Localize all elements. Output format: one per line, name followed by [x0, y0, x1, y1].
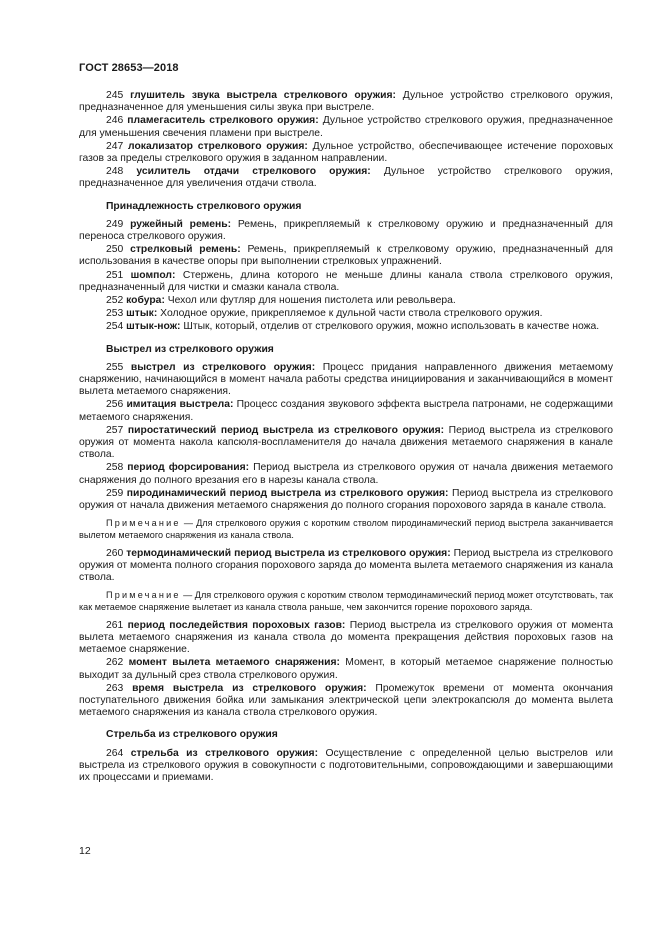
- entry-term: усилитель отдачи стрелкового оружия:: [136, 166, 371, 178]
- entry-number: 257: [106, 424, 124, 436]
- entry-definition: Период выстрела из стрелкового оружия от начала движения метаемого снаряжения до полного врезания его в нарезы канала ствола.: [79, 462, 613, 486]
- page-number: 12: [79, 845, 91, 857]
- entry-definition: Дульное устройство стрелкового оружия, предназначенное для уменьшения силы звука при выстреле.: [79, 90, 614, 114]
- entry-number: 247: [106, 140, 124, 152]
- entry-term: выстрел из стрелкового оружия:: [130, 361, 316, 373]
- definition-entry: [79, 308, 613, 320]
- entry-definition: Стержень, длина которого не меньше длины канала ствола стрелкового оружия, предназначенный для чистки и смазки канала ствола.: [79, 269, 613, 293]
- note: [79, 590, 613, 612]
- entry-term: время выстрела из стрелкового оружия:: [132, 682, 367, 694]
- entry-term: период последействия пороховых газов:: [127, 619, 346, 631]
- definition-entry: [79, 166, 613, 190]
- entry-number: 259: [106, 487, 124, 499]
- definition-entry: [79, 141, 613, 165]
- entry-definition: Осуществление с определенной целью выстрелов или выстрела из стрелкового оружия в совокупности с подготовительными, сопровождающими и завершающими их процессами и приемами.: [79, 747, 613, 783]
- entry-term: момент вылета метаемого снаряжения:: [128, 657, 340, 669]
- section-heading: Стрельба из стрелкового оружия: [106, 729, 278, 741]
- entry-number: 258: [106, 462, 124, 474]
- definition-entry: [79, 399, 613, 423]
- definition-entry: [79, 683, 613, 720]
- entry-number: 245: [106, 90, 124, 101]
- note-label: Примечание: [106, 518, 181, 529]
- entry-definition: Дульное устройство стрелкового оружия, предназначенное для уменьшения свечения пламени при выстреле.: [79, 115, 614, 139]
- entry-definition: Период выстрела из стрелкового оружия от начала движения метаемого снаряжения до полного сгорания порохового заряда в канале ствола.: [79, 487, 614, 512]
- entry-term: локализатор стрелкового оружия:: [128, 140, 308, 152]
- note-text: — Для стрелкового оружия с коротким стволом пиродинамический период выстрела заканчивается вылетом метаемого снаряжения из канала ствола.: [79, 518, 613, 540]
- document-body: [79, 90, 613, 785]
- entry-definition: Период выстрела из стрелкового оружия от момента накола капсюля-воспламенителя до начала движения метаемого снаряжения в канале ствола.: [79, 424, 614, 461]
- entry-number: 250: [106, 244, 124, 256]
- entry-number: 253: [106, 308, 124, 320]
- entry-number: 249: [106, 218, 124, 230]
- entry-term: штык-нож:: [126, 321, 181, 333]
- entry-term: стрельба из стрелкового оружия:: [130, 747, 319, 759]
- definition-entry: [79, 115, 613, 139]
- entry-term: глушитель звука выстрела стрелкового оружия:: [130, 90, 396, 101]
- definition-entry: [79, 270, 613, 294]
- definition-entry: [79, 748, 613, 785]
- entry-number: 262: [106, 657, 124, 669]
- entry-definition: Процесс создания звукового эффекта выстрела патронами, не содержащими метаемого снаряжения.: [79, 399, 614, 423]
- entry-term: пиростатический период выстрела из стрелкового оружия:: [127, 424, 445, 436]
- entry-term: имитация выстрела:: [126, 399, 234, 411]
- entry-term: пламегаситель стрелкового оружия:: [127, 115, 319, 127]
- entry-definition: Дульное устройство стрелкового оружия, предназначенное для увеличения отдачи ствола.: [79, 166, 613, 190]
- definition-entry: [79, 488, 613, 512]
- definition-entry: [79, 425, 613, 462]
- definition-entry: [79, 295, 613, 307]
- note: [79, 518, 613, 540]
- definition-entry: [79, 362, 613, 399]
- entry-number: 256: [106, 399, 124, 411]
- definition-entry: [79, 90, 613, 114]
- entry-number: 260: [106, 547, 124, 559]
- section-heading: Принадлежность стрелкового оружия: [106, 200, 302, 212]
- entry-number: 264: [106, 747, 124, 759]
- entry-number: 255: [106, 361, 124, 373]
- entry-term: период форсирования:: [127, 462, 250, 474]
- definition-entry: [79, 244, 613, 268]
- note-label: Примечание: [106, 590, 181, 601]
- entry-definition: Процесс придания направленного движения метаемому снаряжению, начинающийся в момент начала работы средства инициирования и заканчивающийся в момент вылета метаемого снаряжения.: [79, 361, 614, 398]
- entry-number: 261: [106, 619, 124, 631]
- entry-number: 251: [106, 269, 124, 281]
- definition-entry: [79, 548, 613, 585]
- definition-entry: [79, 462, 613, 486]
- definition-entry: [79, 657, 613, 681]
- definition-entry: [79, 219, 613, 243]
- entry-term: ружейный ремень:: [130, 218, 232, 230]
- entry-number: 263: [106, 682, 124, 694]
- note-text: — Для стрелкового оружия с коротким стволом термодинамический период может отсутствовать, так как метаемое снаряжение вылетает из канала ствола раньше, чем закончится горение порохового заряда.: [79, 590, 613, 612]
- definition-entry: [79, 620, 613, 657]
- entry-definition: Ремень, прикрепляемый к стрелковому оружию, предназначенный для использования в качестве опоры при выполнении стрелковых упражнений.: [79, 244, 614, 268]
- entry-term: шомпол:: [130, 269, 176, 281]
- entry-definition: Штык, который, отделив от стрелкового оружия, можно использовать в качестве ножа.: [183, 321, 600, 333]
- entry-definition: Чехол или футляр для ношения пистолета или револьвера.: [167, 295, 456, 307]
- entry-definition: Период выстрела из стрелкового оружия от момента вылета метаемого снаряжения из канала ствола до момента прекращения действия пороховых газов на метаемое снаряжение.: [79, 619, 614, 656]
- entry-definition: Холодное оружие, прикрепляемое к дульной части ствола стрелкового оружия.: [160, 308, 543, 320]
- entry-definition: Промежуток времени от момента окончания поступательного движения бойка или замыкания электрической цепи электрокапсюля до момента вылета метаемого снаряжения из канала ствола стрелкового оружия.: [79, 682, 613, 719]
- section-heading: Выстрел из стрелкового оружия: [106, 343, 274, 355]
- entry-term: пиродинамический период выстрела из стрелкового оружия:: [126, 487, 449, 499]
- entry-number: 246: [106, 115, 124, 127]
- entry-term: кобура:: [126, 295, 165, 307]
- entry-term: термодинамический период выстрела из стрелкового оружия:: [126, 547, 451, 559]
- entry-definition: Ремень, прикрепляемый к стрелковому оружию и предназначенный для переноса стрелкового оружия.: [79, 218, 614, 243]
- entry-definition: Момент, в который метаемое снаряжение полностью выходит за дульный срез ствола стрелкового оружия.: [79, 657, 614, 681]
- entry-definition: Период выстрела из стрелкового оружия от момента полного сгорания порохового заряда до момента вылета метаемого снаряжения из канала ствола.: [79, 547, 614, 584]
- entry-number: 254: [106, 321, 124, 333]
- entry-definition: Дульное устройство, обеспечивающее истечение пороховых газов за пределы стрелкового оружия в заданном направлении.: [79, 140, 614, 165]
- entry-number: 252: [106, 295, 124, 307]
- entry-number: 248: [106, 166, 124, 178]
- standard-designation: ГОСТ 28653—2018: [79, 62, 179, 74]
- entry-term: штык:: [126, 308, 158, 320]
- definition-entry: [79, 321, 613, 333]
- entry-term: стрелковый ремень:: [130, 244, 241, 256]
